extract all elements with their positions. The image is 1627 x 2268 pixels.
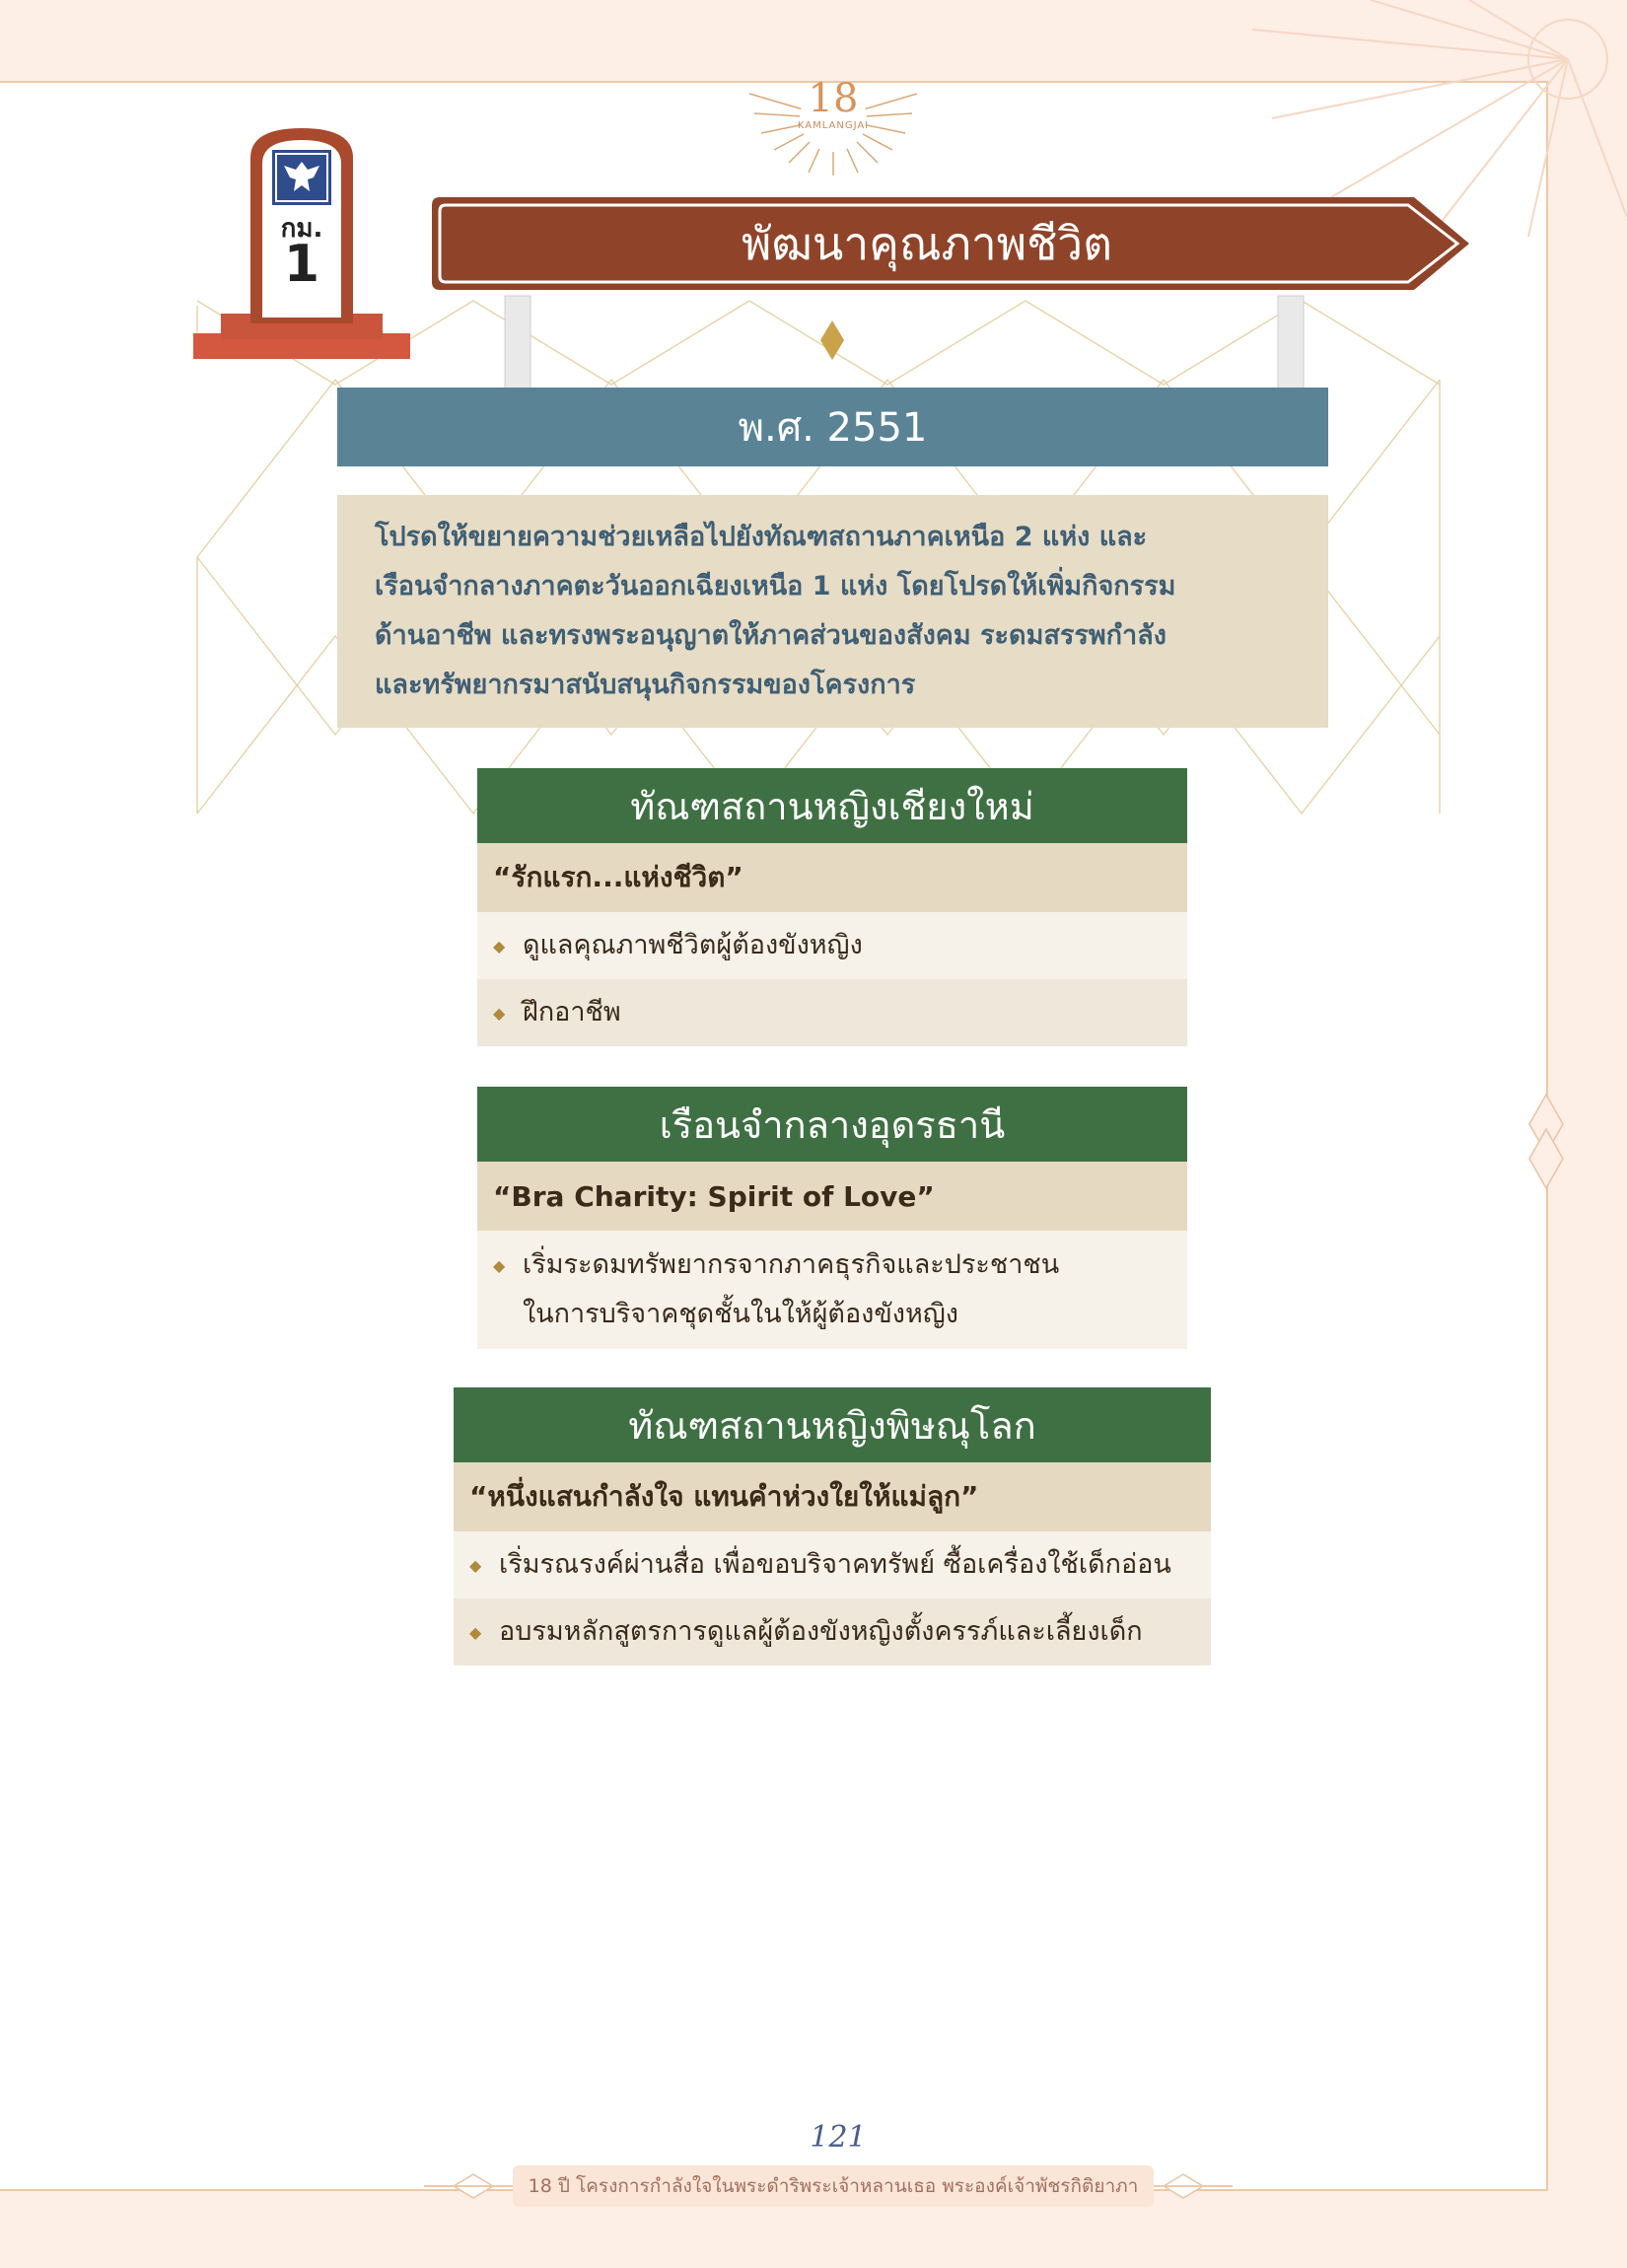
- card-udonthani: [477, 1087, 1187, 1349]
- list-item-text: ฝึกอาชีพ: [523, 997, 621, 1028]
- page-number: 121: [810, 2120, 867, 2155]
- card-quote: “หนึ่งแสนกำลังใจ แทนคำห่วงใยให้แม่ลูก”: [454, 1462, 1211, 1531]
- intro-line: โปรดให้ขยายความช่วยเหลือไปยังทัณฑสถานภาคเหนือ 2 แห่ง และ: [375, 522, 1148, 552]
- intro-box: [337, 495, 1328, 728]
- footer-bar: [513, 2165, 1154, 2207]
- list-item-text: เริ่มรณรงค์ผ่านสื่อ เพื่อขอบริจาคทรัพย์ ซื้อเครื่องใช้เด็กอ่อน: [499, 1549, 1171, 1580]
- intro-line: เรือนจำกลางภาคตะวันออกเฉียงเหนือ 1 แห่ง โดยโปรดให้เพิ่มกิจกรรม: [375, 571, 1176, 602]
- logo-text: KAMLANGJAI: [797, 120, 870, 131]
- footer-text: 18 ปี โครงการกำลังใจในพระดำริพระเจ้าหลานเธอ พระองค์เจ้าพัชรกิติยาภา: [528, 2175, 1139, 2197]
- logo-number: 18: [808, 76, 859, 121]
- year-bar: [337, 388, 1328, 466]
- page-title: พัฒนาคุณภาพชีวิต: [742, 216, 1112, 270]
- list-item: [477, 1231, 1187, 1349]
- list-item-text: อบรมหลักสูตรการดูแลผู้ต้องขังหญิงตั้งครรภ์และเลี้ยงเด็ก: [499, 1616, 1143, 1647]
- diamond-bullet-icon: ◆: [469, 1622, 482, 1642]
- card-quote: “รักแรก...แห่งชีวิต”: [477, 843, 1187, 912]
- milestone-number: 1: [283, 235, 320, 294]
- card-chiangmai: [477, 768, 1187, 1046]
- list-item: [454, 1531, 1211, 1598]
- list-item-text: ดูแลคุณภาพชีวิตผู้ต้องขังหญิง: [523, 930, 863, 960]
- milestone-km-label: กม.: [280, 214, 323, 244]
- card-title: เรือนจำกลางอุดรธานี: [477, 1087, 1187, 1162]
- card-title: ทัณฑสถานหญิงพิษณุโลก: [454, 1387, 1211, 1462]
- list-item: [477, 979, 1187, 1046]
- anniversary-logo: [789, 77, 878, 146]
- diamond-bullet-icon: ◆: [493, 936, 506, 956]
- intro-line: ด้านอาชีพ และทรงพระอนุญาตให้ภาคส่วนของสังคม ระดมสรรพกำลัง: [375, 620, 1167, 651]
- diamond-bullet-icon: ◆: [469, 1555, 482, 1575]
- list-item-text: ในการบริจาคชุดชั้นในให้ผู้ต้องขังหญิง: [523, 1299, 958, 1329]
- intro-line: และทรัพยากรมาสนับสนุนกิจกรรมของโครงการ: [375, 670, 916, 700]
- diamond-bullet-icon: ◆: [493, 1003, 506, 1023]
- card-quote: “Bra Charity: Spirit of Love”: [477, 1162, 1187, 1231]
- diamond-bullet-icon: ◆: [493, 1256, 506, 1275]
- card-title: ทัณฑสถานหญิงเชียงใหม่: [477, 768, 1187, 843]
- list-item: [454, 1598, 1211, 1666]
- card-phitsanulok: [454, 1387, 1211, 1666]
- list-item: [477, 912, 1187, 979]
- list-item-text: เริ่มระดมทรัพยากรจากภาคธุรกิจและประชาชน: [523, 1249, 1060, 1280]
- year-label: พ.ศ. 2551: [738, 405, 928, 451]
